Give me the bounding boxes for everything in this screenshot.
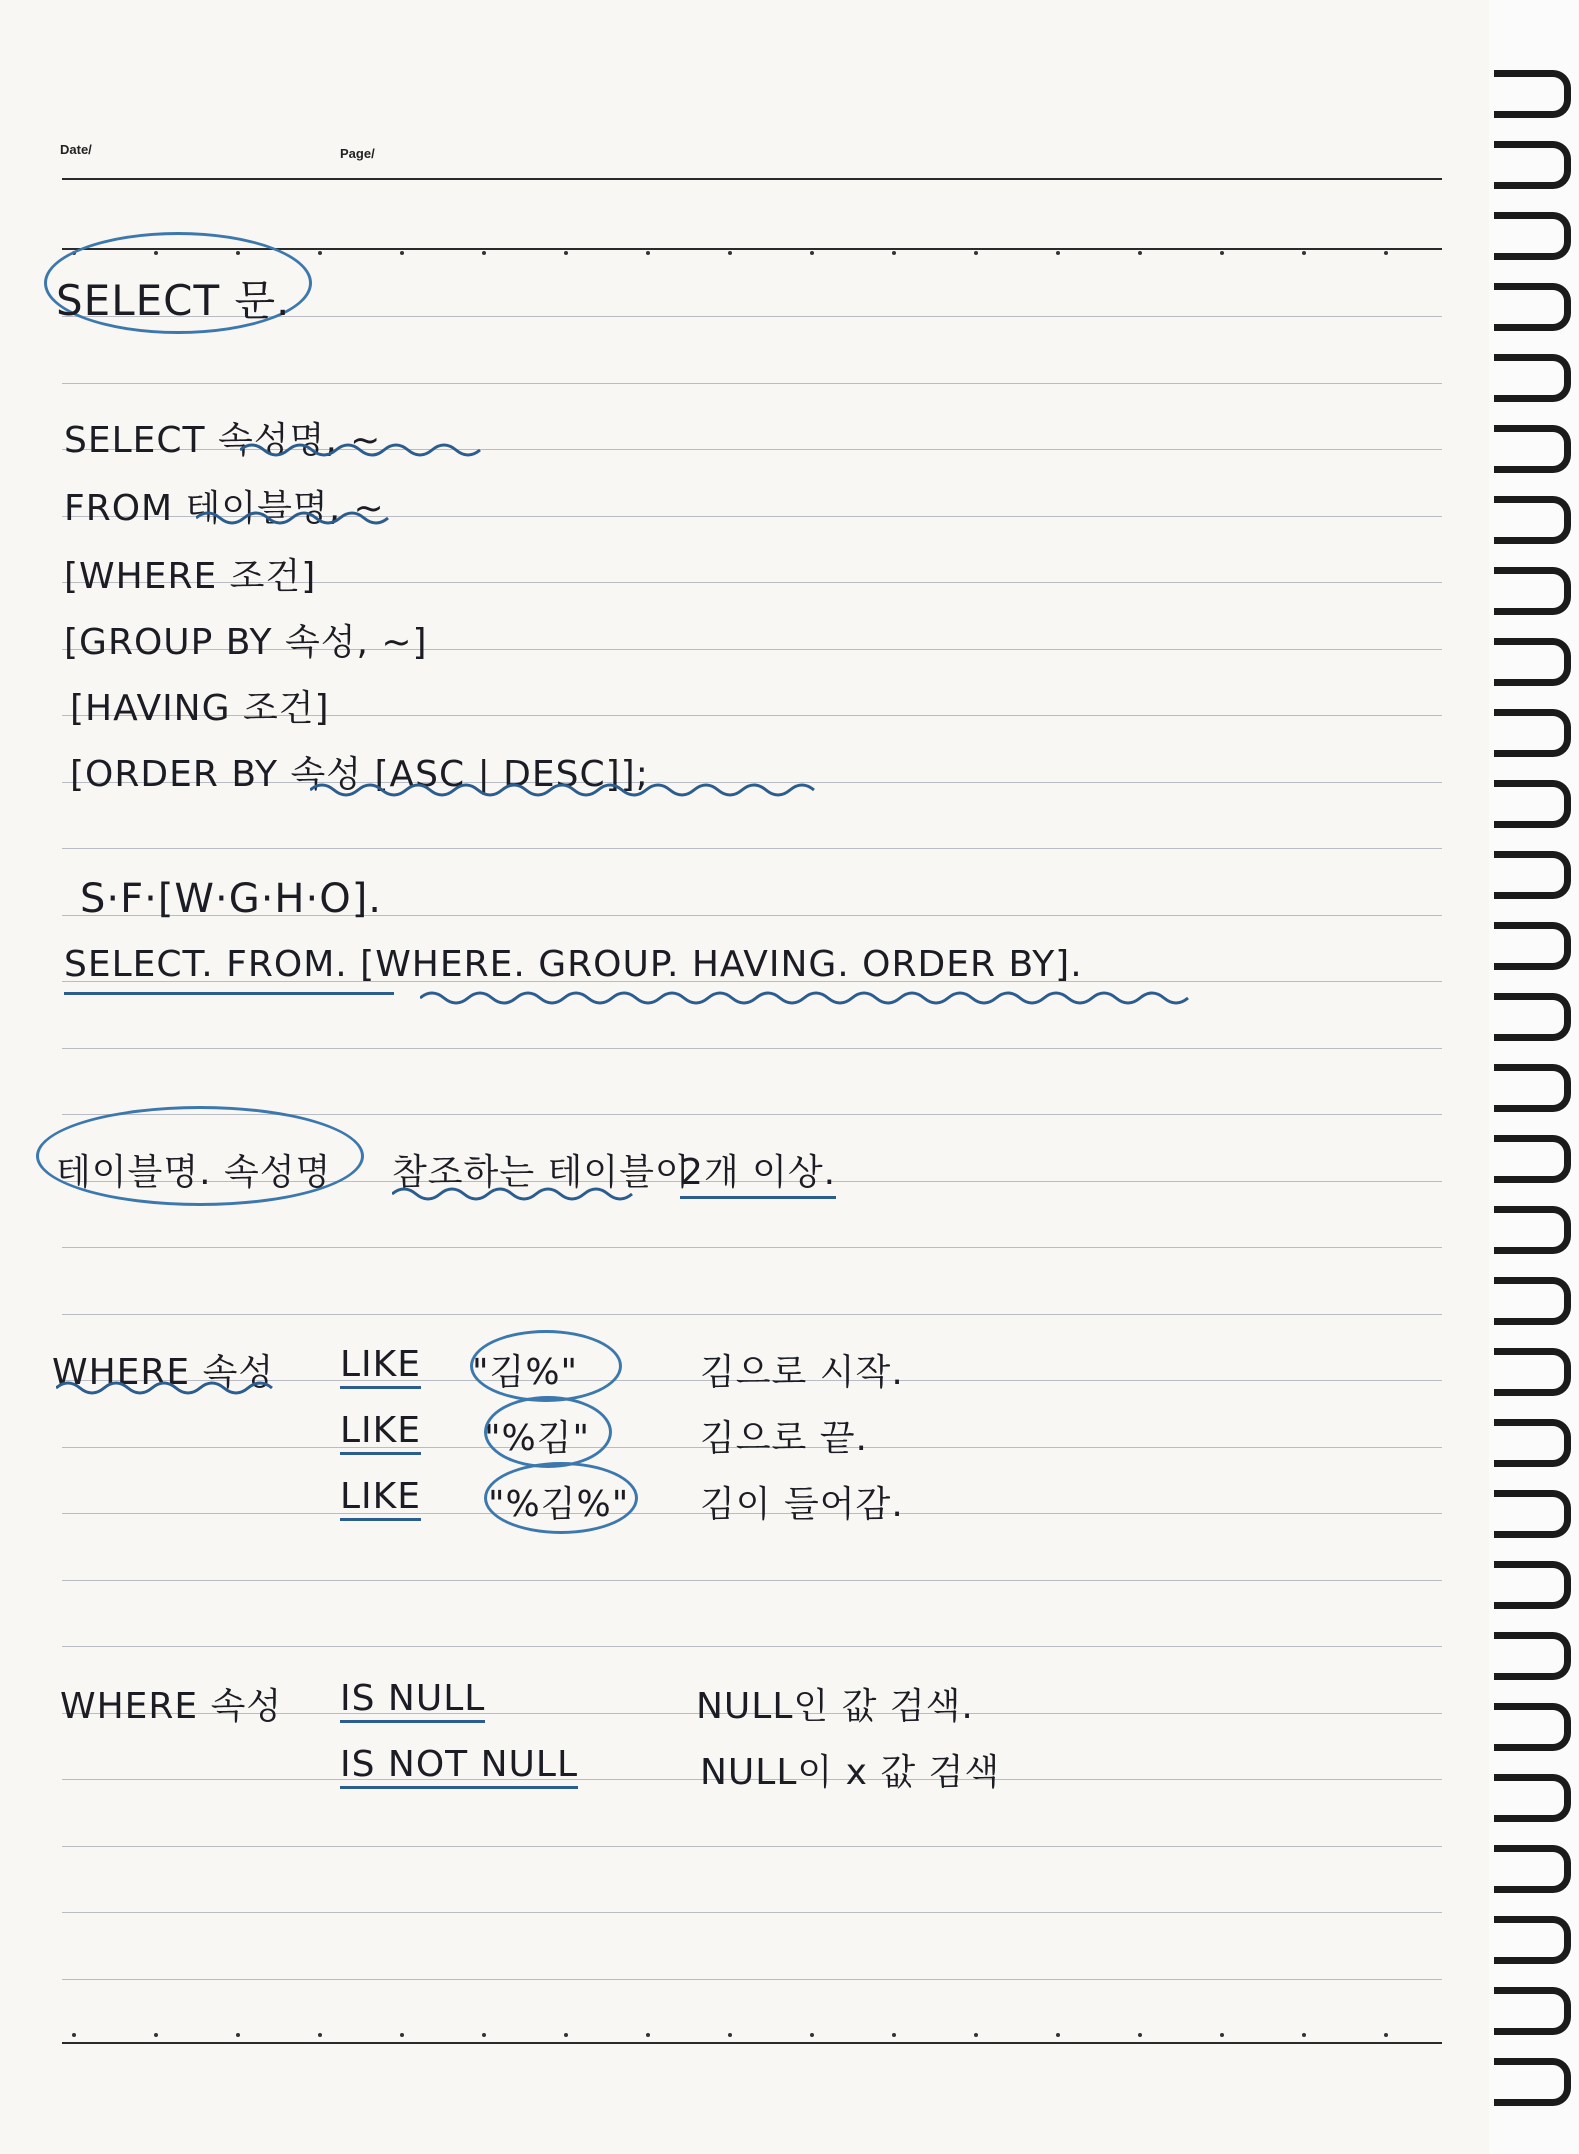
ruler-dot (1220, 2033, 1224, 2037)
note-count: 2개 이상. (680, 1144, 836, 1199)
like-prefix: WHERE 속성 (52, 1352, 275, 1393)
order-short: S·F·[W·G·H·O]. (80, 876, 383, 922)
spiral-coil (1494, 709, 1571, 757)
spiral-coil (1494, 425, 1571, 473)
ruled-line (62, 1048, 1442, 1049)
ruler-dot (646, 2033, 650, 2037)
syntax-line-4: [GROUP BY 속성, ~] (64, 622, 428, 663)
spiral-coil (1494, 1419, 1571, 1467)
ruler-dot (72, 2033, 76, 2037)
note-text: 참조하는 테이블이 (392, 1152, 691, 1193)
date-label: Date/ (60, 142, 92, 157)
like-keyword-3: LIKE (340, 1476, 421, 1521)
like-meaning-2: 김으로 끝. (700, 1418, 868, 1459)
syntax-line-2: FROM 테이블명, ~ (64, 488, 385, 529)
ruler-dot (318, 251, 322, 255)
spiral-coil (1494, 567, 1571, 615)
syntax-line-6: [ORDER BY 속성 [ASC | DESC]]; (70, 754, 649, 795)
ruler-dot (1138, 2033, 1142, 2037)
like-meaning-3: 김이 들어감. (700, 1484, 904, 1525)
order-long: SELECT. FROM. [WHERE. GROUP. HAVING. ORDER BY]. (64, 944, 1083, 985)
ruler-dot (892, 251, 896, 255)
page-label: Page/ (340, 146, 375, 161)
underline-wave-3 (310, 780, 820, 800)
null-meaning-2: NULL이 x 값 검색 (700, 1752, 1001, 1793)
ruler-dot (564, 2033, 568, 2037)
ruler-dot (154, 2033, 158, 2037)
spiral-coil (1494, 1845, 1571, 1893)
null-meaning-1: NULL인 값 검색. (696, 1686, 974, 1727)
spiral-coil (1494, 1206, 1571, 1254)
ruled-line (62, 383, 1442, 384)
like-pattern-2: "%김" (484, 1418, 591, 1459)
spiral-coil (1494, 1703, 1571, 1751)
bottom-rule (62, 2042, 1442, 2044)
like-pattern-1: "김%" (472, 1352, 579, 1393)
spiral-coil (1494, 1916, 1571, 1964)
underline-wave-4 (420, 988, 1200, 1008)
ruler-dot (318, 2033, 322, 2037)
spiral-coil (1494, 283, 1571, 331)
spiral-coil (1494, 1064, 1571, 1112)
ruler-dot (974, 251, 978, 255)
spiral-coil (1494, 1561, 1571, 1609)
note-circled-text: 테이블명. 속성명 (56, 1152, 332, 1193)
spiral-coil (1494, 1987, 1571, 2035)
ruler-dot (482, 251, 486, 255)
null-prefix: WHERE 속성 (60, 1686, 283, 1727)
page-title: SELECT 문. (56, 276, 291, 325)
null-keyword-2: IS NOT NULL (340, 1744, 578, 1789)
underline-wave-1 (240, 440, 500, 460)
spiral-coil (1494, 1490, 1571, 1538)
ruler-dot (1384, 251, 1388, 255)
ruler-dot (728, 251, 732, 255)
ruler-dot (810, 251, 814, 255)
spiral-coil (1494, 1774, 1571, 1822)
like-keyword-2: LIKE (340, 1410, 421, 1455)
spiral-coil (1494, 1277, 1571, 1325)
ruled-line (62, 1979, 1442, 1980)
ruler-dot (564, 251, 568, 255)
spiral-coil (1494, 1348, 1571, 1396)
ruler-dot (646, 251, 650, 255)
ruled-line (62, 848, 1442, 849)
spiral-coil (1494, 922, 1571, 970)
spiral-coil (1494, 212, 1571, 260)
ruler-dot (1138, 251, 1142, 255)
ruler-dot (1056, 251, 1060, 255)
ruler-dot (728, 2033, 732, 2037)
ruler-dot (1384, 2033, 1388, 2037)
header-rule (62, 178, 1442, 180)
like-pattern-circle-2 (484, 1396, 612, 1468)
underline-wave-2 (196, 508, 396, 528)
like-keyword-1: LIKE (340, 1344, 421, 1389)
underline-wave-6 (56, 1378, 286, 1398)
spiral-coil (1494, 638, 1571, 686)
ruled-line (62, 1580, 1442, 1581)
ruled-line (62, 1247, 1442, 1248)
ruler-dot (400, 2033, 404, 2037)
ruler-dot (236, 2033, 240, 2037)
spiral-coil (1494, 2058, 1571, 2106)
like-pattern-3: "%김%" (488, 1484, 630, 1525)
spiral-coil (1494, 496, 1571, 544)
ruler-dot (810, 2033, 814, 2037)
ruler-dot (892, 2033, 896, 2037)
null-keyword-1: IS NULL (340, 1678, 485, 1723)
like-pattern-circle-1 (470, 1330, 622, 1402)
like-meaning-1: 김으로 시작. (700, 1352, 904, 1393)
underline-select-from (64, 992, 394, 995)
spiral-binding (1489, 0, 1579, 2154)
spiral-coil (1494, 993, 1571, 1041)
spiral-coil (1494, 1632, 1571, 1680)
ruled-line (62, 1314, 1442, 1315)
spiral-coil (1494, 1135, 1571, 1183)
ruler-dot (400, 251, 404, 255)
ruler-dot (1056, 2033, 1060, 2037)
spiral-coil (1494, 780, 1571, 828)
spiral-coil (1494, 354, 1571, 402)
ruler-dot (1302, 2033, 1306, 2037)
syntax-line-1: SELECT 속성명, ~ (64, 420, 382, 461)
ruled-line (62, 1646, 1442, 1647)
dot-row-bottom (62, 2033, 1442, 2039)
syntax-line-3: [WHERE 조건] (64, 556, 317, 597)
ruler-dot (482, 2033, 486, 2037)
ruled-line (62, 1846, 1442, 1847)
ruler-dot (1220, 251, 1224, 255)
like-pattern-circle-3 (484, 1462, 638, 1534)
ruler-dot (974, 2033, 978, 2037)
spiral-coil (1494, 141, 1571, 189)
underline-wave-5 (392, 1184, 652, 1204)
ruler-dot (1302, 251, 1306, 255)
syntax-line-5: [HAVING 조건] (70, 688, 330, 729)
ruled-line (62, 1912, 1442, 1913)
spiral-coil (1494, 70, 1571, 118)
spiral-coil (1494, 851, 1571, 899)
